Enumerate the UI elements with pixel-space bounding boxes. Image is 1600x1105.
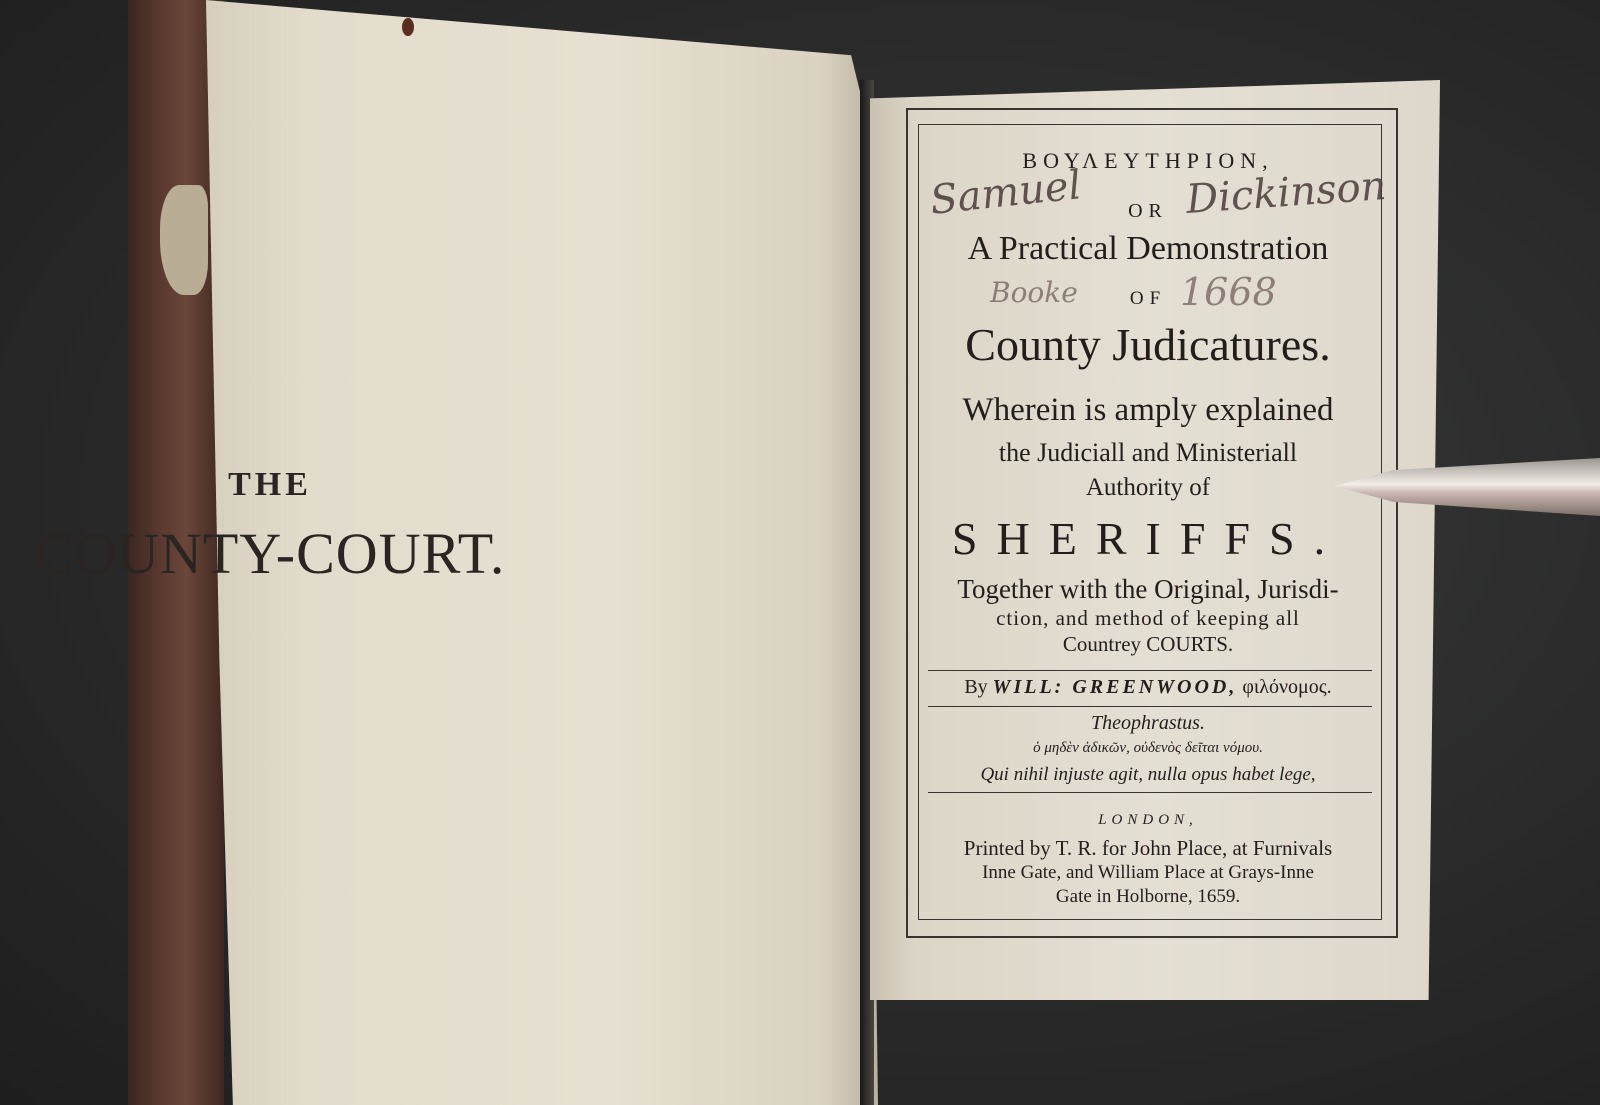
epigraph-source: Theophrastus.	[1091, 712, 1205, 734]
rule-above-author	[928, 670, 1372, 671]
title-authority: Authority of	[1085, 474, 1211, 501]
title-of: OF	[1129, 288, 1167, 309]
epigraph-greek: ὁ μηδὲν ἀδικῶν, οὐδενὸς δεῖται νόμου.	[1033, 740, 1263, 756]
imprint-line-2: Inne Gate, and William Place at Grays-Inne	[982, 862, 1314, 883]
letter-opener-blade	[1334, 458, 1600, 516]
title-countrey: Countrey COURTS.	[1062, 632, 1234, 656]
rule-below-epigraph	[928, 792, 1372, 793]
title-or: OR	[1128, 200, 1168, 222]
epigraph-latin: Qui nihil injuste agit, nulla opus habet lege,	[980, 764, 1316, 785]
title-judiciall: the Judiciall and Ministeriall	[998, 438, 1298, 467]
inscription-book: Booke	[990, 276, 1078, 309]
title-sheriffs: SHERIFFS.	[951, 513, 1345, 564]
title-together: Together with the Original, Jurisdi-	[957, 574, 1339, 604]
imprint-line-1: Printed by T. R. for John Place, at Furnivals	[963, 836, 1333, 860]
signature-first-name: Samuel	[928, 162, 1084, 224]
title-county: County Judicatures.	[965, 319, 1331, 370]
author-name: WILL: GREENWOOD,	[992, 676, 1238, 698]
ink-stain	[402, 18, 414, 36]
half-title-the: THE	[228, 466, 312, 503]
title-ction: ction, and method of keeping all	[996, 606, 1300, 630]
greek-title: ΒΟΥΛΕΥΤΗΡΙΟΝ,	[1022, 148, 1274, 173]
rule-below-author	[928, 706, 1372, 707]
title-wherein: Wherein is amply explained	[962, 392, 1334, 428]
imprint-place: LONDON,	[1098, 812, 1198, 828]
signature-last-name: Dickinson	[1184, 163, 1388, 223]
author-by: By	[964, 676, 988, 698]
half-title-main: COUNTY-COURT.	[34, 521, 506, 586]
imprint-line-3: Gate in Holborne, 1659.	[1055, 886, 1241, 907]
author-epithet: φιλόνομος.	[1242, 676, 1332, 698]
author-line	[920, 676, 1376, 699]
inscription-year: 1668	[1180, 270, 1277, 314]
title-subtitle: A Practical Demonstration	[967, 230, 1329, 267]
torn-paper-fragment	[160, 185, 208, 295]
